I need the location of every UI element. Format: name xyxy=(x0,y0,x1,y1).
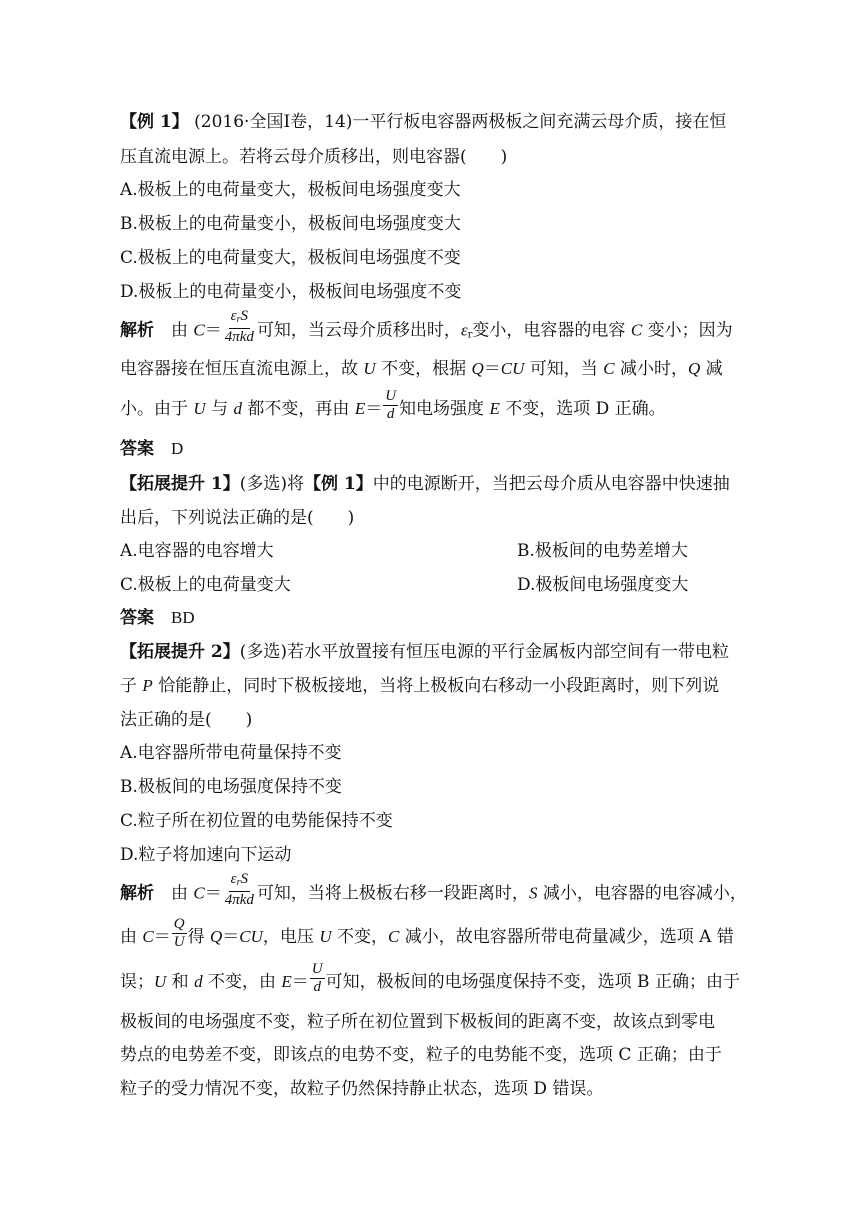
extension-1-option-d: D.极板间电场强度变大 xyxy=(517,575,689,595)
equals-sign: ＝ xyxy=(365,399,383,419)
text-fragment: 不变， xyxy=(331,927,388,947)
example-1-tag: 【例 1】 xyxy=(120,112,189,132)
extension-2-analysis-line-3 xyxy=(120,961,740,995)
var-u: U xyxy=(363,359,376,378)
equals-sign: ＝ xyxy=(204,320,222,341)
text-fragment: ，电压 xyxy=(262,927,320,947)
extension-2-option-c: C.粒子所在初位置的电势能保持不变 xyxy=(120,811,393,831)
capacitance-fraction xyxy=(223,872,256,908)
extension-2-line-3: 法正确的是( ) xyxy=(120,710,253,730)
text-fragment: 知电场强度 xyxy=(399,399,490,419)
extension-2-analysis-line-2 xyxy=(120,916,734,950)
var-cu: CU xyxy=(239,927,263,946)
text-fragment: 由 xyxy=(171,883,194,904)
equals-sign: ＝ xyxy=(483,359,501,379)
text-fragment: 与 xyxy=(205,399,234,419)
example-1-analysis-line-2 xyxy=(120,357,723,381)
frac-num: ε xyxy=(230,871,237,887)
frac-num: U xyxy=(385,388,397,404)
extension-1-option-b: B.极板间的电势差增大 xyxy=(517,541,688,561)
extension-1-line-2: 出后，下列说法正确的是( ) xyxy=(120,508,355,528)
text-fragment: 变小，电容器的电容 xyxy=(472,320,631,341)
example-1-option-d: D.极板上的电荷量变小，极板间电场强度不变 xyxy=(120,282,462,302)
var-e: E xyxy=(281,972,292,991)
var-q: Q xyxy=(471,359,484,378)
text-fragment: 小。由于 xyxy=(120,399,194,419)
extension-2-option-a: A.电容器所带电荷量保持不变 xyxy=(120,743,342,763)
var-c: C xyxy=(142,927,154,946)
example-1-question-1: (2016·全国Ⅰ卷，14)一平行板电容器两极板之间充满云母介质，接在恒 xyxy=(188,112,727,132)
extension-1-line-1 xyxy=(120,472,730,496)
text-fragment: 减小，电容器的电容减小， xyxy=(537,883,747,904)
extension-1-option-a: A.电容器的电容增大 xyxy=(120,541,274,561)
text-fragment: 减小，故电容器所带电荷量减少，选项 A 错 xyxy=(399,927,734,947)
frac-num-tail: S xyxy=(240,308,248,324)
var-c: C xyxy=(388,927,400,946)
example-1-option-a: A.极板上的电荷量变大，极板间电场强度变大 xyxy=(120,180,461,200)
text-fragment: 减小时， xyxy=(614,359,688,379)
example-1-option-c: C.极板上的电荷量变大，极板间电场强度不变 xyxy=(120,248,461,268)
answer-value: D xyxy=(171,439,184,458)
extension-1-answer xyxy=(120,606,195,630)
text-fragment: 可知，极板间的电场强度保持不变，选项 B 正确；由于 xyxy=(325,972,740,992)
var-u: U xyxy=(319,927,332,946)
frac-den: 4πkd xyxy=(224,329,254,345)
var-d: d xyxy=(194,972,203,991)
analysis-label: 解析 xyxy=(120,883,154,904)
var-u: U xyxy=(193,399,206,418)
equals-sign: ＝ xyxy=(291,972,309,992)
text-fragment: 由 xyxy=(120,927,143,947)
text-fragment: (多选)若水平放置接有恒压电源的平行金属板内部空间有一带电粒 xyxy=(239,642,730,662)
extension-1-tag: 【拓展提升 1】 xyxy=(120,474,240,494)
example-1-option-b: B.极板上的电荷量变小，极板间电场强度变大 xyxy=(120,214,461,234)
example-reference: 【例 1】 xyxy=(304,474,373,494)
frac-den: d xyxy=(313,979,321,995)
capacitance-qu-fraction xyxy=(172,917,187,950)
var-c: C xyxy=(193,320,205,340)
equals-sign: ＝ xyxy=(204,883,222,904)
var-c: C xyxy=(603,359,615,378)
text-fragment: 误； xyxy=(120,972,154,992)
text-fragment: 不变，根据 xyxy=(375,359,472,379)
example-1-analysis-line-3 xyxy=(120,388,666,422)
var-eps: ε xyxy=(460,320,468,340)
frac-num-tail: S xyxy=(240,871,248,887)
example-1-analysis-line-1 xyxy=(120,308,733,348)
var-p: P xyxy=(142,676,153,695)
var-cu: CU xyxy=(500,359,525,378)
answer-label: 答案 xyxy=(120,439,154,459)
text-fragment: (多选)将 xyxy=(239,474,305,494)
field-fraction xyxy=(310,962,325,995)
text-fragment: 不变，由 xyxy=(202,972,282,992)
text-fragment: 可知，当 xyxy=(524,359,604,379)
frac-den: U xyxy=(173,934,185,950)
text-fragment: 和 xyxy=(166,972,195,992)
text-fragment: 由 xyxy=(171,320,194,341)
equals-sign: ＝ xyxy=(153,927,171,947)
var-c: C xyxy=(630,320,643,340)
extension-2-option-b: B.极板间的电场强度保持不变 xyxy=(120,777,342,797)
extension-2-line-1 xyxy=(120,640,729,664)
answer-label: 答案 xyxy=(120,608,154,628)
capacitance-fraction xyxy=(223,309,256,345)
frac-num: Q xyxy=(173,916,185,932)
text-fragment: 都不变，再由 xyxy=(242,399,355,419)
example-1-line-1 xyxy=(120,110,726,134)
extension-1-options-row-1 xyxy=(120,539,688,563)
text-fragment: 可知，当将上极板右移一段距离时， xyxy=(256,883,529,904)
frac-num: ε xyxy=(230,308,237,324)
extension-2-line-2 xyxy=(120,674,719,698)
example-1-line-2: 压直流电源上。若将云母介质移出，则电容器( ) xyxy=(120,147,508,167)
var-d: d xyxy=(233,399,242,418)
extension-2-option-d: D.粒子将加速向下运动 xyxy=(120,845,292,865)
var-u: U xyxy=(154,972,167,991)
answer-value: BD xyxy=(171,608,195,627)
frac-num-sub: r xyxy=(236,314,241,325)
var-eps-sub: r xyxy=(467,329,473,341)
var-e: E xyxy=(489,399,500,418)
extension-2-tag: 【拓展提升 2】 xyxy=(120,642,240,662)
example-1-answer xyxy=(120,437,183,461)
analysis-label: 解析 xyxy=(120,320,154,341)
var-q: Q xyxy=(210,927,223,946)
var-s: S xyxy=(528,883,538,903)
frac-num-sub: r xyxy=(236,877,241,888)
frac-den: 4πkd xyxy=(224,892,254,908)
var-c: C xyxy=(193,883,205,903)
field-fraction xyxy=(383,389,398,422)
text-fragment: 得 xyxy=(187,927,210,947)
text-fragment: 子 xyxy=(120,676,143,696)
extension-2-analysis-line-5: 势点的电势差不变，即该点的电势不变，粒子的电势能不变，选项 C 正确；由于 xyxy=(120,1045,722,1065)
equals-sign: ＝ xyxy=(222,927,240,947)
extension-2-analysis-line-4: 极板间的电场强度不变，粒子所在初位置到下极板间的距离不变，故该点到零电 xyxy=(120,1012,715,1032)
frac-num: U xyxy=(311,961,323,977)
text-fragment: 电容器接在恒压直流电源上，故 xyxy=(120,359,364,379)
extension-1-option-c: C.极板上的电荷量变大 xyxy=(120,575,291,595)
var-q: Q xyxy=(687,359,701,378)
text-fragment: 不变，选项 D 正确。 xyxy=(499,399,666,419)
var-e: E xyxy=(354,399,366,418)
text-fragment: 可知，当云母介质移出时， xyxy=(256,320,461,341)
text-fragment: 恰能静止，同时下极板接地，当将上极板向右移动一小段距离时，则下列说 xyxy=(152,676,720,696)
extension-2-analysis-line-6: 粒子的受力情况不变，故粒子仍然保持静止状态，选项 D 错误。 xyxy=(120,1079,604,1099)
extension-1-options-row-2 xyxy=(120,573,689,597)
extension-2-analysis-line-1 xyxy=(120,871,747,908)
text-fragment: 减 xyxy=(700,359,723,379)
text-fragment: 中的电源断开，当把云母介质从电容器中快速抽 xyxy=(372,474,730,494)
text-fragment: 变小；因为 xyxy=(642,320,733,341)
frac-den: d xyxy=(386,406,395,422)
